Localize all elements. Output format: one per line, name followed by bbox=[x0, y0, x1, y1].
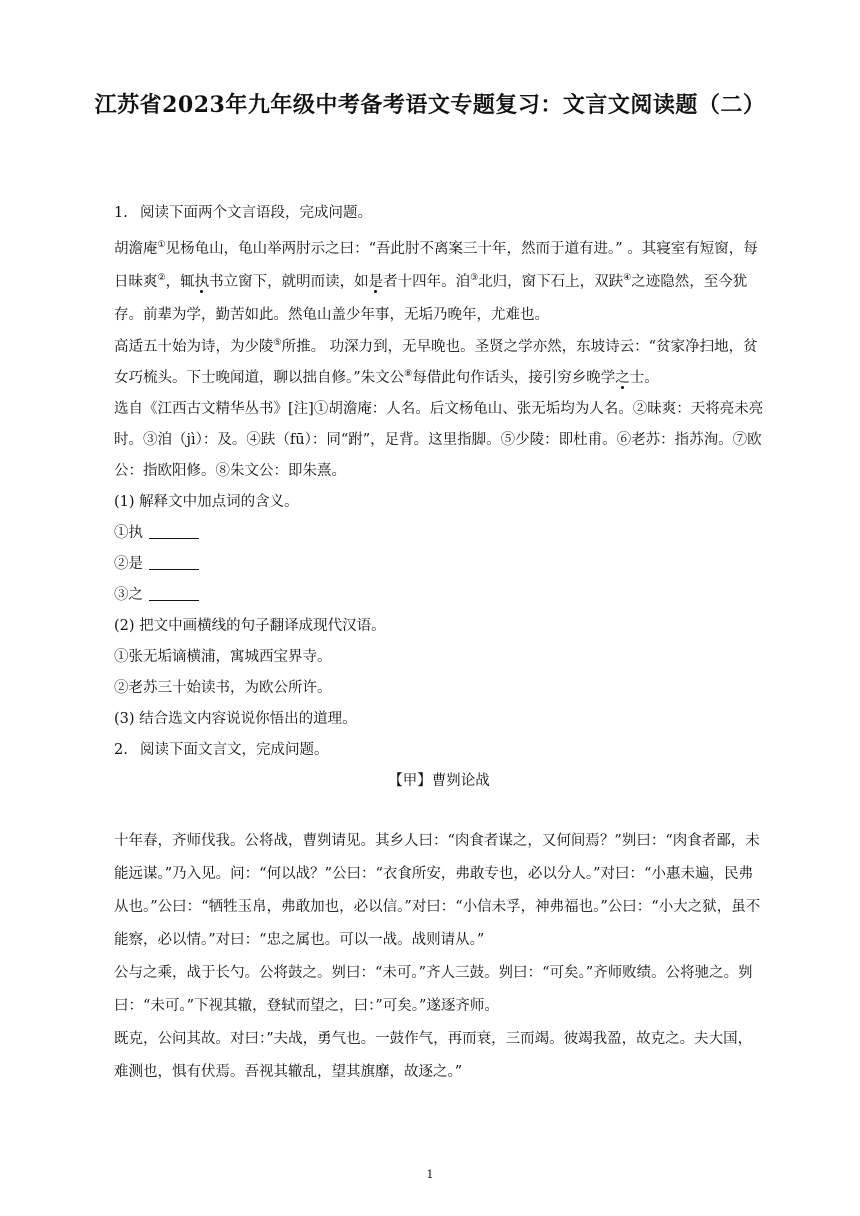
translate-item-2: ②老苏三十始读书，为欧公所许。 bbox=[114, 680, 332, 696]
item-label: ②是 bbox=[114, 556, 143, 572]
translate-item-1: ①张无垢谪横浦，寓城西宝界寺。 bbox=[114, 649, 332, 665]
passage-1-paragraph-1 bbox=[114, 233, 764, 332]
answer-blank[interactable] bbox=[149, 557, 199, 570]
answer-blank[interactable] bbox=[149, 588, 199, 601]
footnote-marker: ① bbox=[157, 240, 166, 250]
passage-text: ，辄 bbox=[165, 274, 195, 290]
footnote-marker: ④ bbox=[623, 273, 632, 283]
passage-2-paragraph-3: 既克，公问其故。对曰：”夫战，勇气也。一鼓作气，再而衰，三而竭。彼竭我盈，故克之。夫大国，难测也，惧有伏焉。吾视其辙乱，望其旗靡，故逐之。” bbox=[114, 1031, 753, 1080]
question-2-text: 阅读下面文言文，完成问题。 bbox=[140, 742, 329, 758]
passage-text: 士。 bbox=[629, 370, 659, 386]
footnote-marker: ③ bbox=[470, 273, 479, 283]
answer-item-1 bbox=[114, 518, 764, 549]
question-1-prompt bbox=[114, 198, 764, 229]
source-notes: 选自《江西古文精华丛书》[注]①胡澹庵：人名。后文杨龟山、张无垢均为人名。②昧爽：天将亮未亮时。③洎（jì）：及。④趺（fū）：同“跗”，足背。这里指脚。⑤少陵：即杜甫。⑥老苏：指苏洵。⑦欧公：指欧阳修。⑧朱文公：即朱熹。 bbox=[114, 401, 764, 479]
passage-text: 胡澹庵 bbox=[114, 241, 158, 257]
dotted-word: 是 bbox=[368, 274, 384, 290]
question-1-text: 阅读下面两个文言语段，完成问题。 bbox=[140, 205, 372, 221]
answer-blank[interactable] bbox=[149, 526, 199, 539]
sub-question-2: (2) 把文中画横线的句子翻译成现代汉语。 bbox=[114, 618, 386, 634]
item-label: ①执 bbox=[114, 525, 143, 541]
passage-1-paragraph-2 bbox=[114, 332, 764, 394]
sub-question-3: (3) 结合选文内容说说你悟出的道理。 bbox=[114, 711, 357, 727]
passage-text: 书立窗下，就明而读，如 bbox=[209, 274, 369, 290]
passage-text: 高适五十始为诗，为少陵 bbox=[114, 339, 274, 355]
answer-item-3 bbox=[114, 580, 764, 611]
footnote-marker: ⑧ bbox=[404, 369, 413, 379]
passage-2-heading: 【甲】曹刿论战 bbox=[388, 773, 490, 789]
passage-text: 北归，窗下石上，双趺 bbox=[478, 274, 624, 290]
passage-2-paragraph-2: 公与之乘，战于长勺。公将鼓之。刿曰：“未可。”齐人三鼓。刿曰：“可矣。”齐师败绩。公将驰之。刿曰：“未可。”下视其辙，登轼而望之，曰：”可矣。”遂逐齐师。 bbox=[114, 965, 753, 1014]
dotted-word: 执 bbox=[194, 274, 210, 290]
document-body bbox=[114, 198, 764, 1089]
question-1-number: 1. bbox=[114, 205, 128, 221]
footnote-marker: ② bbox=[157, 273, 166, 283]
question-2-prompt bbox=[114, 735, 764, 766]
passage-2-paragraph-1: 十年春，齐师伐我。公将战，曹刿请见。其乡人曰：“肉食者谋之，又何间焉？”刿曰：“肉食者鄙，未能远谋。”乃入见。问：“何以战？”公曰：“衣食所安，弗敢专也，必以分人。”对曰：“小惠未遍，民弗从也。”公曰：“牺牲玉帛，弗敢加也，必以信。”对曰：“小信未孚，神弗福也。”公曰：“小大之狱，虽不能察，必以情。”对曰：“忠之属也。可以一战。战则请从。” bbox=[114, 833, 761, 948]
dotted-word: 之 bbox=[615, 370, 630, 386]
answer-item-2 bbox=[114, 549, 764, 580]
document-title: 江苏省2023年九年级中考备考语文专题复习：文言文阅读题（二） bbox=[94, 92, 766, 118]
question-2-number: 2. bbox=[114, 742, 128, 758]
passage-text: 见杨龟山，龟山举两肘示之曰：“吾此肘不离案三十年，然而于道有进。” 。其寝室有短窗，每日昧爽 bbox=[114, 241, 758, 290]
passage-text: 之迹隐然，至今犹存。前辈为学，勤苦如此。然龟山盖少年事，无垢乃晚年，尤难也。 bbox=[114, 274, 748, 323]
footnote-marker: ⑤ bbox=[273, 338, 282, 348]
sub-question-1: (1) 解释文中加点词的含义。 bbox=[114, 494, 299, 510]
item-label: ③之 bbox=[114, 587, 143, 603]
passage-text: 所推。 功深力到，无早晚也。圣贤之学亦然，东坡诗云：“贫家净扫地，贫女巧梳头。下士晚闻道，聊以拙自修。”朱文公 bbox=[114, 339, 758, 386]
page-number: 1 bbox=[426, 1168, 434, 1181]
passage-text: 每借此句作话头，接引穷乡晚学 bbox=[412, 370, 616, 386]
passage-text: 者十四年。洎 bbox=[383, 274, 471, 290]
